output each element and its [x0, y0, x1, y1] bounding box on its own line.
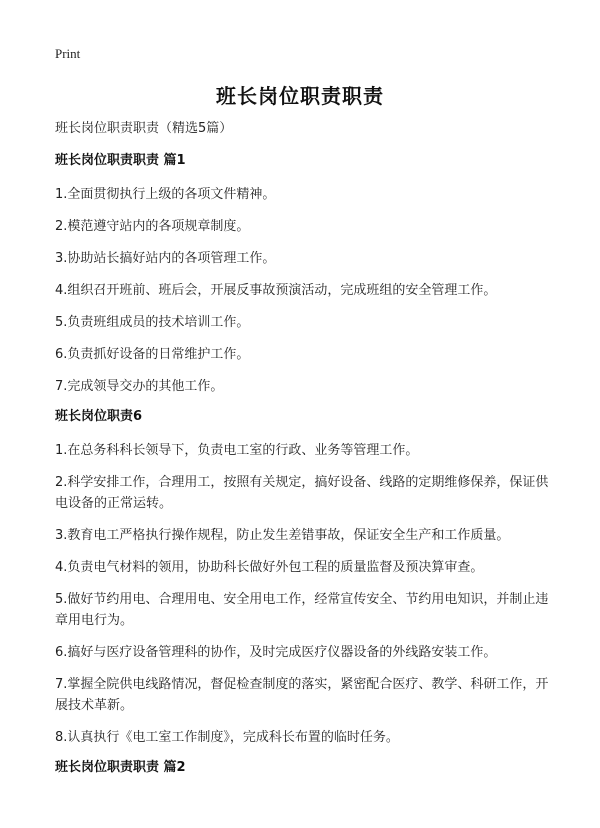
list-item: 5.负责班组成员的技术培训工作。 — [55, 315, 250, 330]
section-heading: 班长岗位职责6 — [55, 409, 143, 424]
list-item: 1.在总务科科长领导下，负责电工室的行政、业务等管理工作。 — [55, 443, 419, 458]
list-item: 8.认真执行《电工室工作制度》，完成科长布置的临时任务。 — [55, 730, 399, 745]
list-item: 6.负责抓好设备的日常维护工作。 — [55, 347, 250, 362]
section-1 — [55, 152, 550, 397]
document-subtitle: 班长岗位职责职责（精选5篇） — [55, 121, 233, 136]
print-label: Print — [55, 46, 81, 61]
list-item: 2.科学安排工作，合理用工，按照有关规定，搞好设备、线路的定期维修保养，保证供电设备的正常运转。 — [55, 475, 549, 511]
list-item: 6.搞好与医疗设备管理科的协作，及时完成医疗仪器设备的外线路安装工作。 — [55, 645, 497, 660]
section-2 — [55, 408, 550, 748]
list-item: 7.完成领导交办的其他工作。 — [55, 379, 224, 394]
list-item: 7.掌握全院供电线路情况，督促检查制度的落实，紧密配合医疗、教学、科研工作，开展技术革新。 — [55, 677, 549, 713]
list-item: 5.做好节约用电、合理用电、安全用电工作，经常宣传安全、节约用电知识，并制止违章用电行为。 — [55, 592, 549, 628]
list-item: 3.协助站长搞好站内的各项管理工作。 — [55, 251, 276, 266]
document-title: 班长岗位职责职责 — [216, 84, 384, 108]
list-item: 1.全面贯彻执行上级的各项文件精神。 — [55, 187, 276, 202]
list-item: 2.模范遵守站内的各项规章制度。 — [55, 219, 250, 234]
section-heading: 班长岗位职责职责 篇1 — [55, 153, 186, 168]
document-body — [55, 120, 550, 791]
list-item: 3.教育电工严格执行操作规程，防止发生差错事故，保证安全生产和工作质量。 — [55, 528, 510, 543]
section-heading: 班长岗位职责职责 篇2 — [55, 760, 186, 775]
section-3 — [55, 759, 550, 777]
list-item: 4.负责电气材料的领用，协助科长做好外包工程的质量监督及预决算审查。 — [55, 560, 484, 575]
list-item: 4.组织召开班前、班后会，开展反事故预演活动，完成班组的安全管理工作。 — [55, 283, 497, 298]
